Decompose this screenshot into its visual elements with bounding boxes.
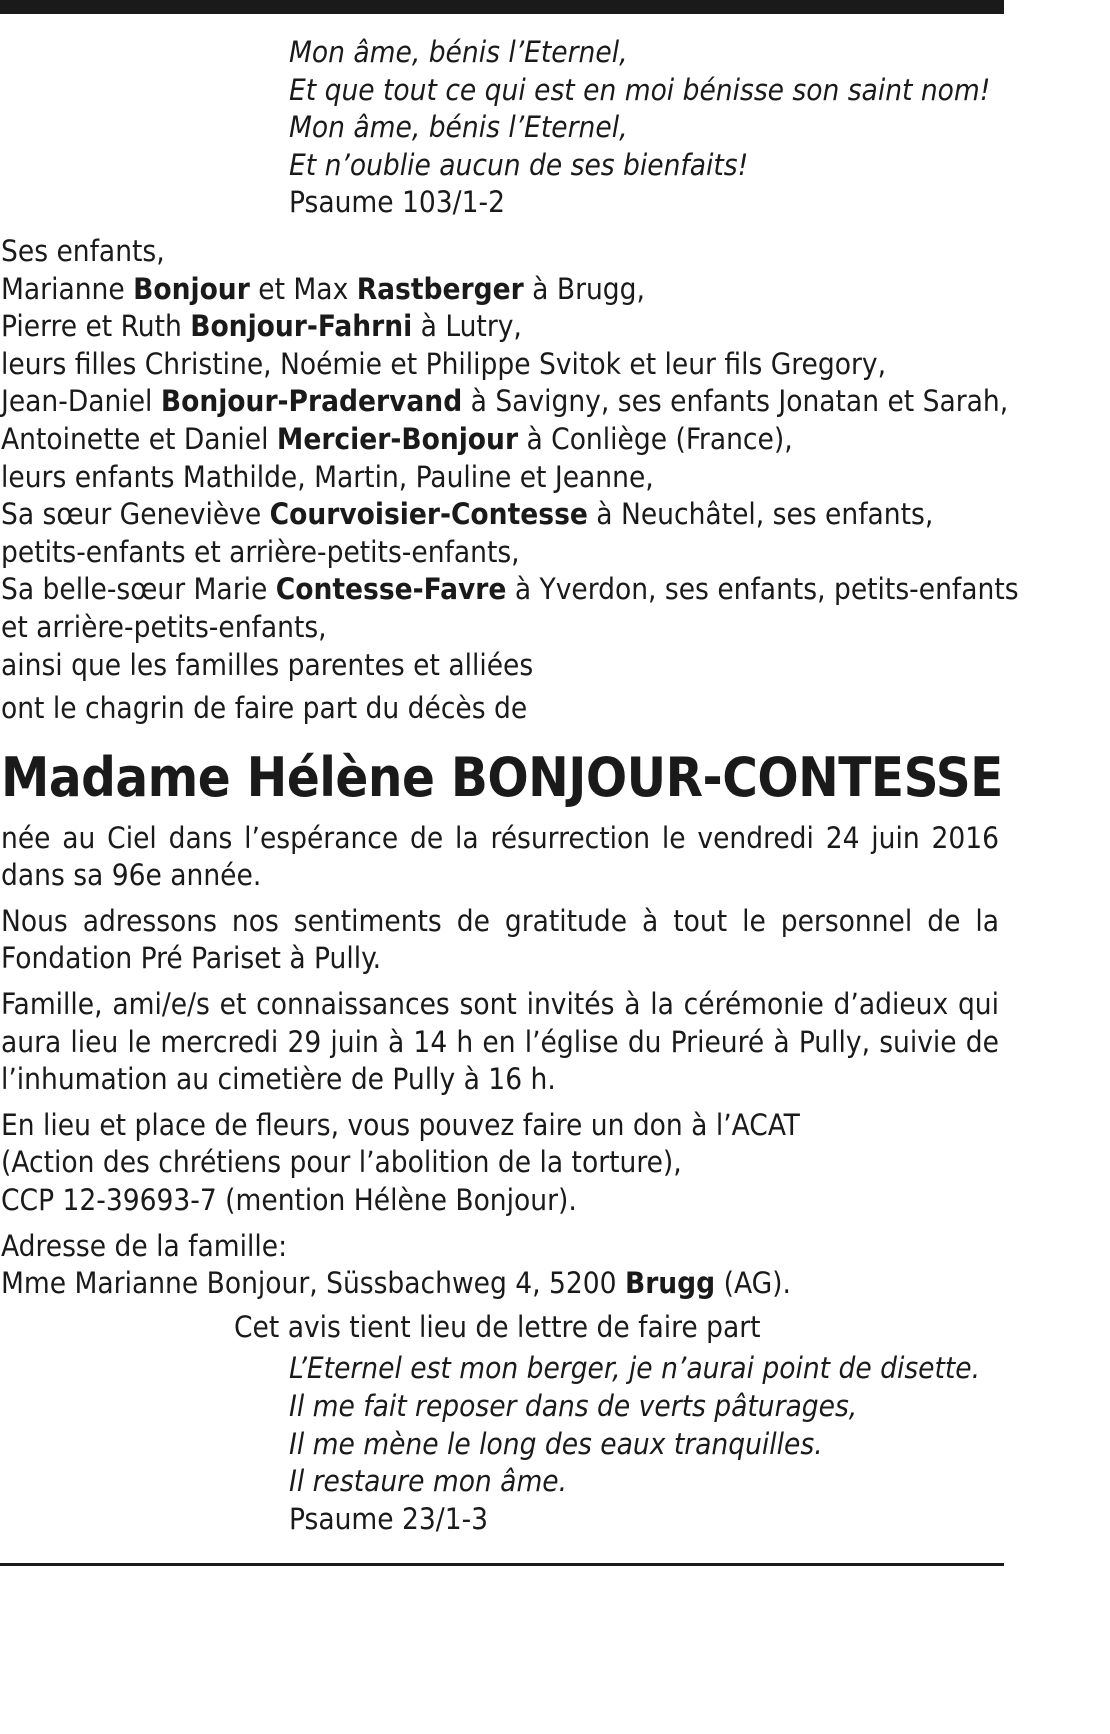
donation-paragraph (1, 1107, 999, 1220)
bottom-border-rule (0, 1563, 1004, 1566)
family-line: petits-enfants et arrière-petits-enfants, (1, 534, 520, 569)
psalm-line: Il restaure mon âme. (289, 1464, 568, 1499)
psalm-line: Et n’oublie aucun de ses bienfaits! (289, 147, 749, 182)
donation-line: (Action des chrétiens pour l’abolition de la torture), (1, 1145, 682, 1180)
psalm-line: Mon âme, bénis l’Eternel, (289, 110, 628, 145)
family-line: et arrière-petits-enfants, (1, 609, 327, 644)
address-line: Mme Marianne Bonjour, Süssbachweg 4, 5200 Brugg (AG). (1, 1266, 791, 1301)
psalm-line: Il me mène le long des eaux tranquilles. (289, 1426, 823, 1461)
ceremony-paragraph: Famille, ami/e/s et connaissances sont invités à la cérémonie d’adieux qui aura lieu le mercredi 29 juin à 14 h en l’église du Prieuré à Pully, suivie de l’inhumation au cimetière de Pully à 16 h. (1, 987, 999, 1097)
closing-psalm-quote (289, 1350, 999, 1538)
opening-psalm-quote (289, 34, 999, 222)
family-line: Jean-Daniel Bonjour-Pradervand à Savigny, ses enfants Jonatan et Sarah, (1, 384, 1009, 419)
psalm-line: L’Eternel est mon berger, je n’aurai point de disette. (289, 1351, 981, 1386)
family-line: leurs enfants Mathilde, Martin, Pauline et Jeanne, (1, 459, 654, 494)
donation-line: En lieu et place de fleurs, vous pouvez faire un don à l’ACAT (1, 1107, 800, 1142)
obituary-notice (1, 34, 1019, 1538)
passing-paragraph: née au Ciel dans l’espérance de la résurrection le vendredi 24 juin 2016 dans sa 96e année. (1, 820, 999, 893)
psalm-line: Mon âme, bénis l’Eternel, (289, 35, 628, 69)
deceased-name-heading: Madame Hélène BONJOUR-CONTESSE (1, 745, 1003, 809)
family-line: Sa belle-sœur Marie Contesse-Favre à Yverdon, ses enfants, petits-enfants (1, 572, 1019, 607)
psalm-line: Il me fait reposer dans de verts pâturages, (289, 1389, 858, 1423)
family-line: Marianne Bonjour et Max Rastberger à Brugg, (1, 271, 645, 306)
notice-statement: Cet avis tient lieu de lettre de faire part (234, 1309, 761, 1344)
family-line: Pierre et Ruth Bonjour-Fahrni à Lutry, (1, 309, 522, 344)
donation-line: CCP 12-39693-7 (mention Hélène Bonjour). (1, 1183, 577, 1218)
family-line: Antoinette et Daniel Mercier-Bonjour à Conliège (France), (1, 421, 793, 456)
gratitude-paragraph: Nous adressons nos sentiments de gratitude à tout le personnel de la Fondation Pré Pariset à Pully. (1, 903, 999, 976)
psalm-reference: Psaume 103/1-2 (289, 185, 505, 220)
psalm-reference: Psaume 23/1-3 (289, 1501, 489, 1536)
announcement-intro: ont le chagrin de faire part du décès de (1, 691, 528, 726)
family-list (1, 233, 1019, 684)
top-border-rule (0, 0, 1004, 14)
psalm-line: Et que tout ce qui est en moi bénisse son saint nom! (289, 72, 991, 107)
family-line: Ses enfants, (1, 233, 165, 268)
family-address (1, 1228, 999, 1303)
family-line: leurs filles Christine, Noémie et Philippe Svitok et leur fils Gregory, (1, 346, 887, 381)
family-line: Sa sœur Geneviève Courvoisier-Contesse à Neuchâtel, ses enfants, (1, 497, 934, 532)
address-label: Adresse de la famille: (1, 1228, 288, 1263)
family-line: ainsi que les familles parentes et alliées (1, 647, 534, 682)
